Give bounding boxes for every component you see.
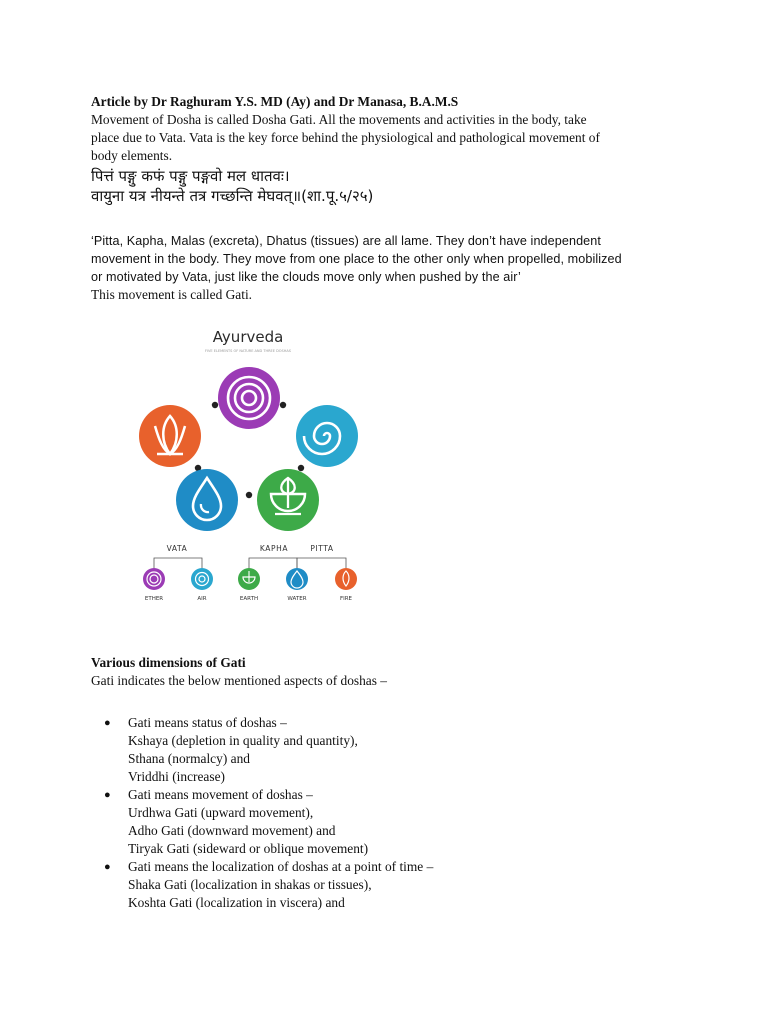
intro-line: Movement of Dosha is called Dosha Gati. All the movements and activities in the body, take	[91, 112, 587, 127]
section-gati	[91, 654, 691, 690]
bullet-line: Shaka Gati (localization in shakas or tissues),	[128, 877, 372, 892]
water-element-icon	[176, 469, 238, 531]
connector-dot	[298, 465, 304, 471]
element-label-fire: FIRE	[339, 596, 353, 602]
bullet-icon: ●	[104, 861, 111, 873]
article-header	[91, 93, 691, 165]
pitta-bracket	[297, 558, 346, 572]
list-item	[91, 714, 691, 786]
bullet-line: Urdhwa Gati (upward movement),	[128, 805, 314, 820]
ayurveda-figure	[135, 318, 365, 608]
ayurveda-diagram	[135, 318, 365, 608]
section-heading: Various dimensions of Gati	[91, 655, 246, 670]
bullet-line: Adho Gati (downward movement) and	[128, 823, 336, 838]
dosha-label-vata: VATA	[166, 544, 188, 553]
bullet-line: Vriddhi (increase)	[128, 769, 225, 784]
ether-element-icon	[218, 367, 280, 429]
quote-line: movement in the body. They move from one place to the other only when propelled, mobilized	[91, 252, 622, 266]
translation-quote	[91, 232, 691, 286]
air-element-icon	[296, 405, 358, 467]
bullet-head: Gati means movement of doshas –	[128, 787, 313, 802]
article-byline: Article by Dr Raghuram Y.S. MD (Ay) and Dr Manasa, B.A.M.S	[91, 94, 459, 109]
bullet-line: Kshaya (depletion in quality and quantity),	[128, 733, 358, 748]
sanskrit-line: पित्तं पङ्गु कफं पङ्गु पङ्गवो मल धातवः।	[91, 167, 290, 185]
ether-small-icon	[143, 568, 165, 590]
connector-dot	[246, 492, 252, 498]
sanskrit-line: वायुना यत्र नीयन्ते तत्र गच्छन्ति मेघवत्॥(शा.पू.५/२५)	[91, 187, 374, 205]
gati-bullet-list	[91, 714, 691, 912]
bullet-head: Gati means status of doshas –	[128, 715, 287, 730]
element-label-water: WATER	[287, 596, 307, 602]
element-label-air: AIR	[197, 596, 207, 602]
quote-line: ‘Pitta, Kapha, Malas (excreta), Dhatus (tissues) are all lame. They don’t have independent	[91, 234, 601, 248]
dosha-label-pitta: PITTA	[310, 544, 334, 553]
quote-line: or motivated by Vata, just like the clouds move only when pushed by the air’	[91, 270, 521, 284]
list-item	[91, 858, 691, 912]
dosha-label-kapha: KAPHA	[259, 544, 289, 553]
fire-small-icon	[335, 568, 357, 590]
intro-line: body elements.	[91, 148, 173, 163]
bullet-icon: ●	[104, 717, 111, 729]
list-item	[91, 786, 691, 858]
bullet-icon: ●	[104, 789, 111, 801]
figure-title: Ayurveda	[212, 328, 284, 346]
element-label-earth: EARTH	[239, 596, 259, 602]
kapha-bracket	[249, 558, 297, 572]
bullet-line: Tiryak Gati (sideward or oblique movement)	[128, 841, 369, 856]
element-label-ether: ETHER	[144, 596, 164, 602]
bullet-head: Gati means the localization of doshas at a point of time –	[128, 859, 434, 874]
sanskrit-verse	[91, 166, 691, 206]
figure-subtitle: FIVE ELEMENTS OF NATURE AND THREE DOSHAS	[204, 349, 292, 353]
water-small-icon	[286, 568, 308, 590]
vata-bracket	[154, 558, 202, 572]
fire-element-icon	[139, 405, 201, 467]
earth-element-icon	[257, 469, 319, 531]
connector-dot	[212, 402, 218, 408]
air-small-icon	[191, 568, 213, 590]
section-lead: Gati indicates the below mentioned aspects of doshas –	[91, 673, 388, 688]
connector-dot	[280, 402, 286, 408]
intro-line: place due to Vata. Vata is the key force behind the physiological and pathological movement of	[91, 130, 600, 145]
closing-line: This movement is called Gati.	[91, 287, 253, 302]
bullet-line: Sthana (normalcy) and	[128, 751, 250, 766]
bullet-line: Koshta Gati (localization in viscera) and	[128, 895, 345, 910]
earth-small-icon	[238, 568, 260, 590]
